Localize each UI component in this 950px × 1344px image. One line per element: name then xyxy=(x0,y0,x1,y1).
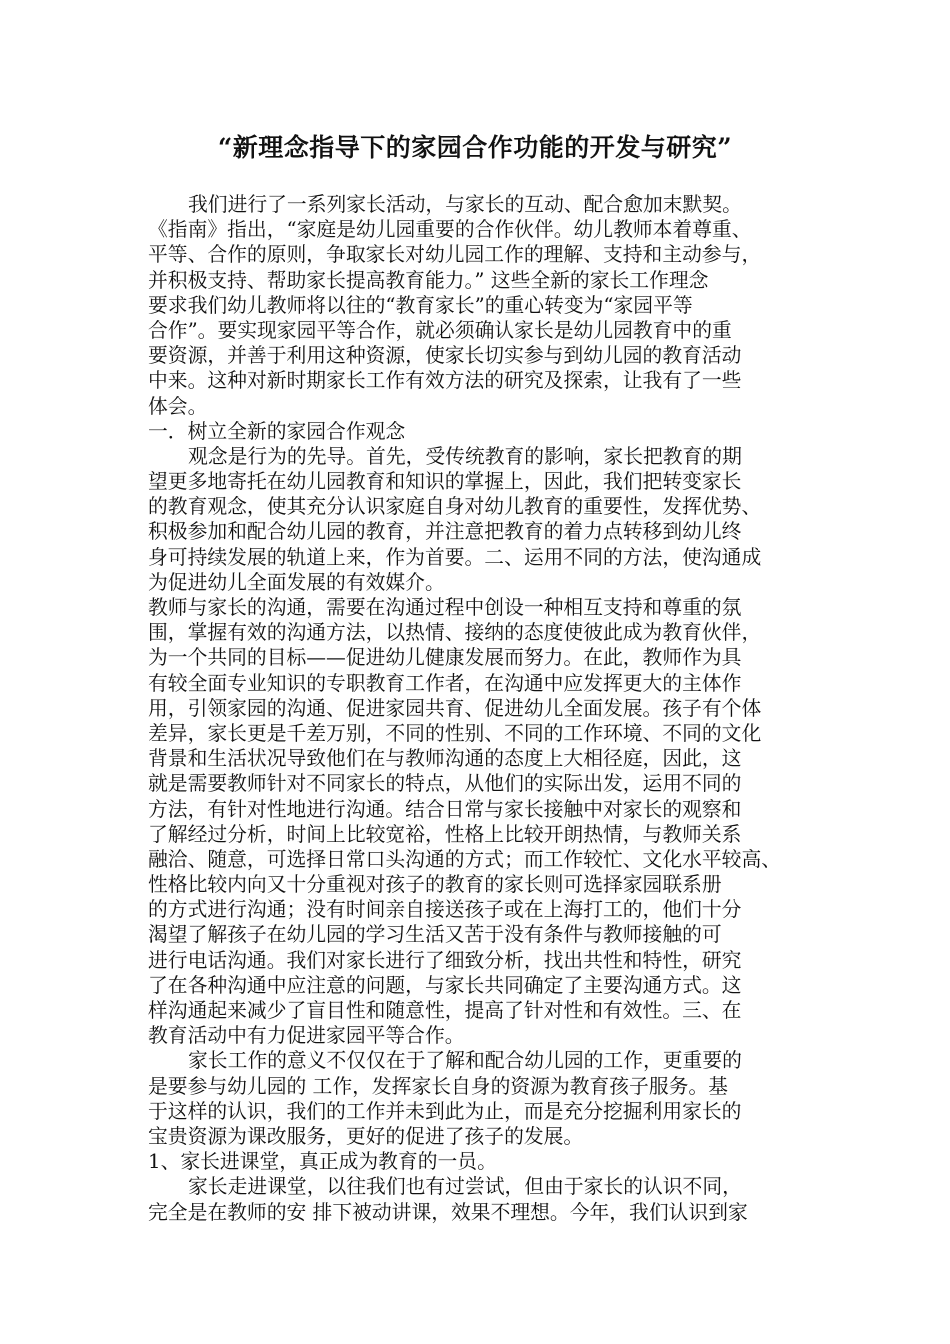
text-line: 我们进行了一系列家长活动，与家长的互动、配合愈加末默契。 xyxy=(188,193,742,216)
text-line: 身可持续发展的轨道上来，作为首要。二、运用不同的方法，使沟通成 xyxy=(148,545,762,569)
text-line: 要资源，并善于利用这种资源，使家长切实参与到幼儿园的教育活动 xyxy=(148,344,742,368)
text-line: 背景和生活状况导致他们在与教师沟通的态度上大相径庭，因此，这 xyxy=(148,747,742,771)
text-line: 性格比较内向又十分重视对孩子的教育的家长则可选择家园联系册 xyxy=(148,873,722,897)
text-line: 是要参与幼儿园的 工作，发挥家长自身的资源为教育孩子服务。基 xyxy=(148,1074,728,1098)
text-line: 样沟通起来减少了盲目性和随意性，提高了针对性和有效性。三、在 xyxy=(148,999,742,1022)
text-line: 中来。这种对新时期家长工作有效方法的研究及探索，让我有了一些 xyxy=(148,369,742,393)
text-line: 就是需要教师针对不同家长的特点，从他们的实际出发，运用不同的 xyxy=(148,772,742,796)
text-line: 积极参加和配合幼儿园的教育，并注意把教育的着力点转移到幼儿终 xyxy=(148,520,742,544)
text-line: 为促进幼儿全面发展的有效媒介。 xyxy=(148,570,445,594)
text-line: 要求我们幼儿教师将以往的“教育家长”的重心转变为“家园平等 xyxy=(148,293,693,317)
text-line: 差异，家长更是千差万别，不同的性别、不同的工作环境、不同的文化 xyxy=(148,721,762,745)
text-line: 了解经过分析，时间上比较宽裕，性格上比较开朗热情，与教师关系 xyxy=(148,822,742,846)
text-line: 融洽、随意，可选择日常口头沟通的方式；而工作较忙、文化水平较高、 xyxy=(148,847,782,871)
text-line: 家长走进课堂，以往我们也有过尝试，但由于家长的认识不同， xyxy=(188,1175,742,1199)
text-line: 观念是行为的先导。首先，受传统教育的影响，家长把教育的期 xyxy=(188,444,742,468)
text-line: 宝贵资源为课改服务，更好的促进了孩子的发展。 xyxy=(148,1124,584,1148)
text-line: 的教育观念，使其充分认识家庭自身对幼儿教育的重要性，发挥优势、 xyxy=(148,495,762,519)
text-line: 完全是在教师的安 排下被动讲课，效果不理想。今年，我们认识到家 xyxy=(148,1200,748,1224)
text-line: 一．树立全新的家园合作观念 xyxy=(148,419,406,443)
text-line: 为一个共同的目标——促进幼儿健康发展而努力。在此，教师作为具 xyxy=(148,646,742,670)
text-line: 合作”。要实现家园平等合作，就必须确认家长是幼儿园教育中的重 xyxy=(148,318,732,342)
text-line: 1、家长进课堂，真正成为教育的一员。 xyxy=(148,1150,497,1174)
text-line: 体会。 xyxy=(148,394,208,418)
text-line: 围，掌握有效的沟通方法，以热情、接纳的态度使彼此成为教育伙伴， xyxy=(148,621,762,645)
text-line: 教师与家长的沟通，需要在沟通过程中创设一种相互支持和尊重的氛 xyxy=(148,596,742,619)
text-line: 用，引领家园的沟通、促进家园共育、促进幼儿全面发展。孩子有个体 xyxy=(148,696,762,720)
document-body xyxy=(148,192,828,1225)
text-line: 望更多地寄托在幼儿园教育和知识的掌握上，因此，我们把转变家长 xyxy=(148,470,742,494)
text-line: 于这样的认识，我们的工作并未到此为止，而是充分挖掘利用家长的 xyxy=(148,1099,742,1123)
document-title: “新理念指导下的家园合作功能的开发与研究” xyxy=(217,133,733,162)
text-line: 教育活动中有力促进家园平等合作。 xyxy=(148,1024,465,1048)
text-line: 渴望了解孩子在幼儿园的学习生活又苦于没有条件与教师接触的可 xyxy=(148,923,722,947)
text-line: 了在各种沟通中应注意的问题，与家长共同确定了主要沟通方式。这 xyxy=(148,973,742,997)
text-line: 《指南》指出，“家庭是幼儿园重要的合作伙伴。幼儿教师本着尊重、 xyxy=(148,218,752,242)
text-line: 平等、合作的原则，争取家长对幼儿园工作的理解、支持和主动参与， xyxy=(148,243,762,267)
text-line: 并积极支持、帮助家长提高教育能力。” 这些全新的家长工作理念 xyxy=(148,268,709,292)
text-line: 家长工作的意义不仅仅在于了解和配合幼儿园的工作，更重要的 xyxy=(188,1049,742,1073)
text-line: 有较全面专业知识的专职教育工作者，在沟通中应发挥更大的主体作 xyxy=(148,671,742,695)
text-line: 方法，有针对性地进行沟通。结合日常与家长接触中对家长的观察和 xyxy=(148,797,742,821)
text-line: 进行电话沟通。我们对家长进行了细致分析，找出共性和特性，研究 xyxy=(148,948,742,972)
text-line: 的方式进行沟通；没有时间亲自接送孩子或在上海打工的，他们十分 xyxy=(148,898,742,922)
